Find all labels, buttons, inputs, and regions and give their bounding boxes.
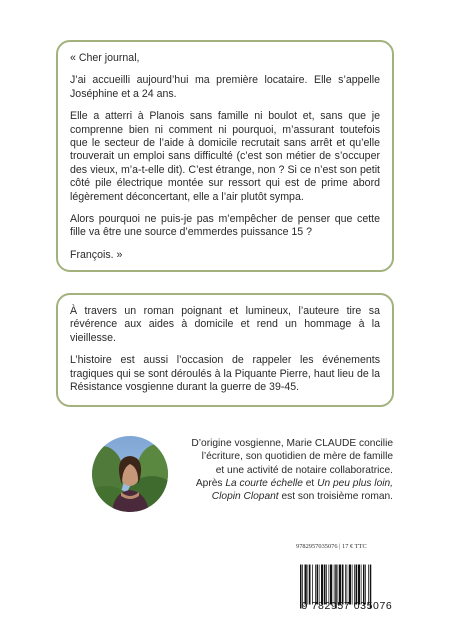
barcode-bar [317,565,319,605]
barcode-bar [305,565,307,605]
barcode-bar [334,565,335,605]
summary-paragraph-1: À travers un roman poignant et lumineux, l’auteure tire sa révérence aux aides à domicile et rend un hommage à la vieillesse. [70,305,380,344]
book-title-2-part2: Clopin Clopant [211,491,279,503]
isbn-price: 9782957035076 | 17 € TTC [296,543,367,550]
barcode-bar [308,565,309,605]
quote-signature: François. » [70,248,123,261]
quote-greeting: « Cher journal, [70,52,140,64]
barcode-bar [330,565,332,605]
summary-box [56,293,394,407]
barcode-bar [358,565,360,605]
author-bio-text: Après [195,477,226,489]
author-portrait-image [92,436,168,512]
quote-paragraph-3: Alors pourquoi ne puis-je pas m’empêcher de penser que cette fille va être une source d’emmerdes puissance 15 ? [70,213,380,239]
author-bio-line: et une activité de notaire collaboratrice. [215,464,393,476]
barcode-bar [309,565,311,605]
barcode-bar [326,565,327,605]
author-bio-line: l’écriture, son quotidien de mère de famille [201,451,393,463]
book-title-1: La courte échelle [225,477,303,489]
barcode-bar [342,565,344,605]
author-bio-text: est son troisième roman. [278,491,393,503]
barcode-bar [363,565,365,605]
barcode-bar [319,565,320,605]
barcode-bar [347,565,348,605]
barcode-bar [352,565,353,605]
barcode-bar [338,565,339,605]
barcode-bar [356,565,358,605]
barcode-number: 9 782957 035076 [301,600,393,612]
barcode-bar [315,565,316,605]
quote-paragraph-2: Elle a atterri à Planois sans famille ni boulot et, sans que je comprenne bien ni comment ni pourquoi, m’assurant toutefois que le secteur de l’aide à domicile recrutait sans arrêt et qu’elle trouverait un emploi sans difficulté (c’est son métier de s’occuper des vieux, m’a-t-elle dit). C’est étrange, non ? Si ce n’est son petit côté pile électrique montée sur ressort qui est de prime abord légèrement déconcertant, elle a l’air plutôt sympa. [70,110,380,203]
barcode-bar [312,565,313,605]
barcode-bar [368,565,369,605]
author-bio-line [168,477,393,490]
author-bio-line [168,490,393,503]
quote-box [56,40,394,272]
author-bio [168,437,393,503]
barcode-bar [339,565,341,605]
summary-paragraph-2: L’histoire est aussi l’occasion de rappeler les événements tragiques qui se sont déroulés à la Piquante Pierre, haut lieu de la Résistance vosgienne durant la guerre de 39-45. [70,354,380,394]
author-bio-text: et [302,477,318,489]
barcode-bar [349,565,351,605]
barcode-bar [329,565,330,605]
quote-paragraph-1: J’ai accueilli aujourd’hui ma première locataire. Elle s’appelle Joséphine et a 24 ans. [70,74,380,100]
barcode-bar [321,565,323,605]
barcode-bar [354,565,355,605]
author-bio-line: D’origine vosgienne, Marie CLAUDE concilie [191,438,393,449]
barcode-bar [361,565,362,605]
barcode-bar [365,565,366,605]
barcode-bar [345,565,346,605]
book-title-2-part1: Un peu plus loin, [317,477,393,489]
barcode-bar [324,565,326,605]
author-photo [92,436,168,512]
